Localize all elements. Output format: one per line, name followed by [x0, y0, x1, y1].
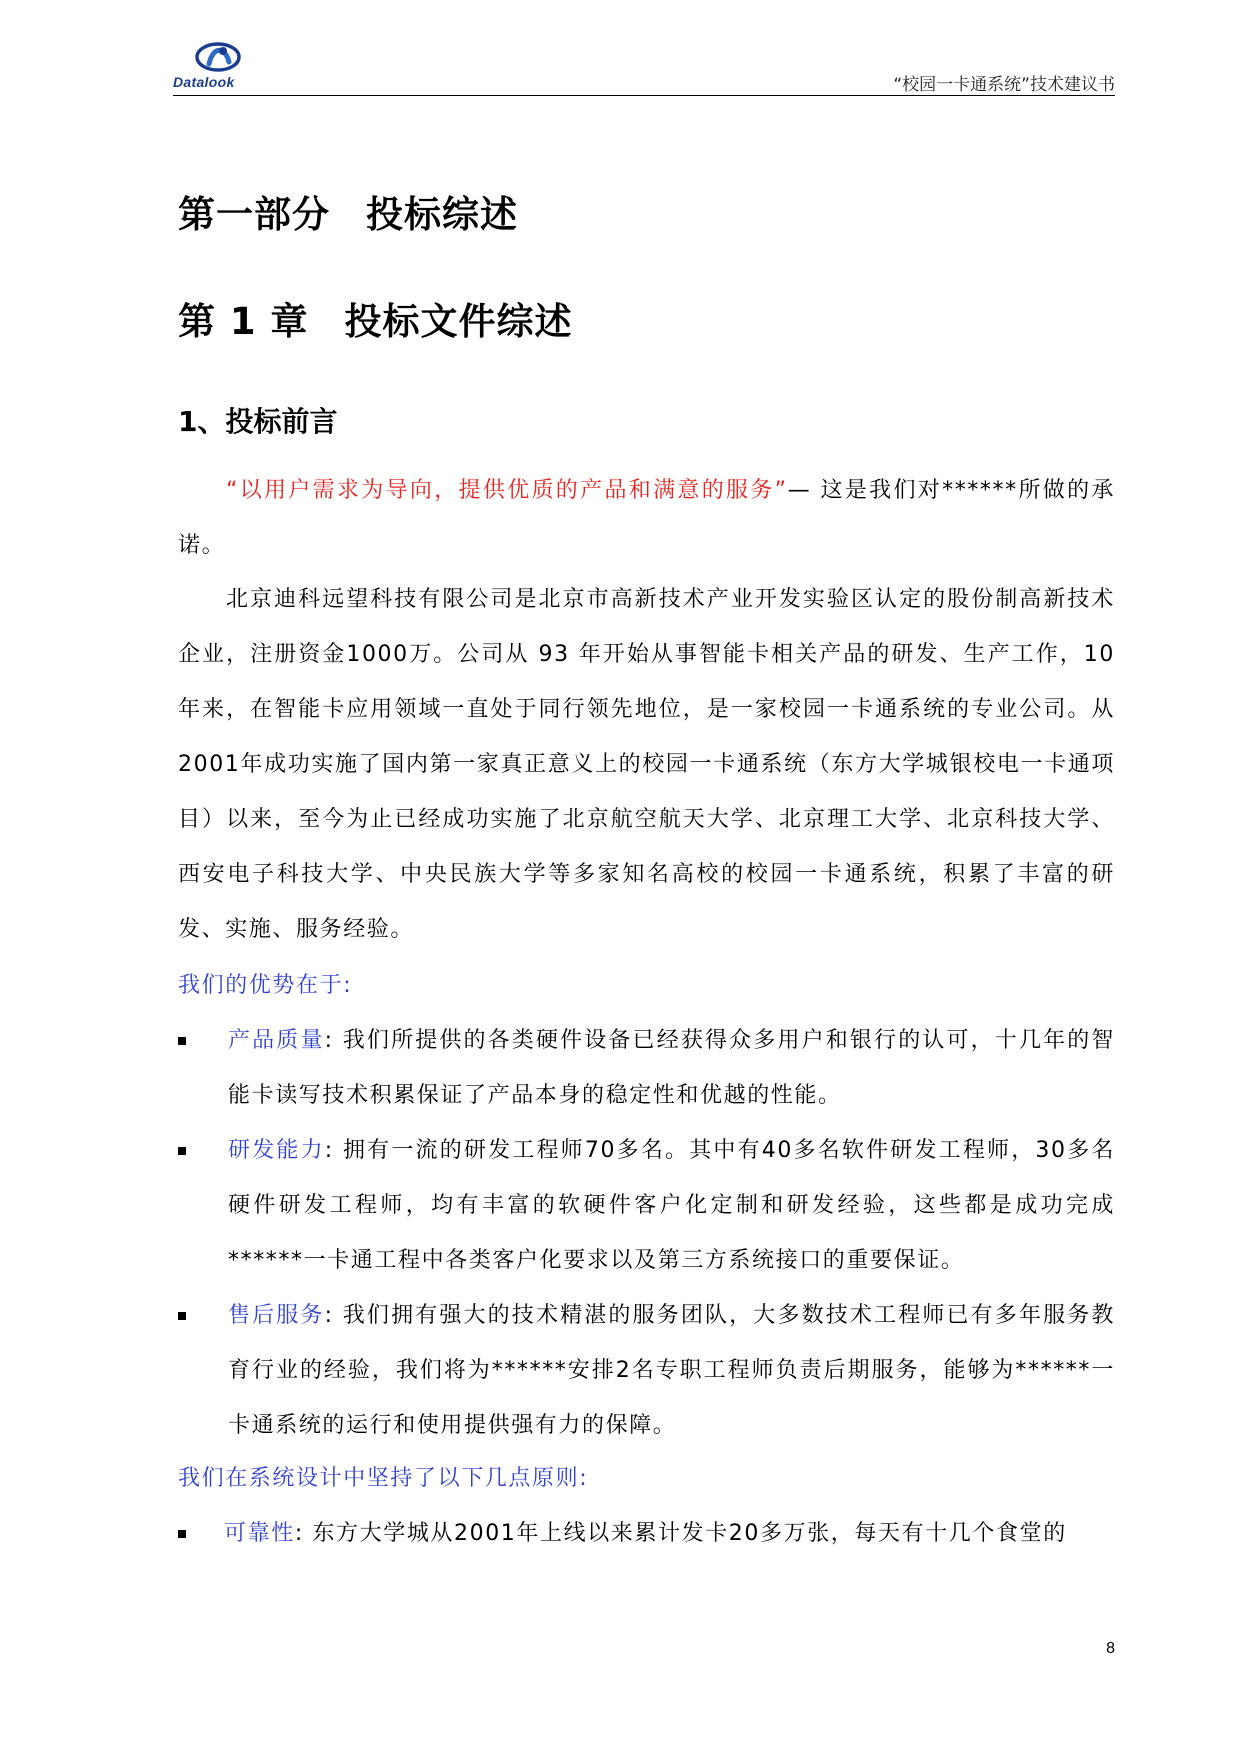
chapter-heading: [178, 291, 573, 345]
intro-quote: “以用户需求为导向，提供优质的产品和满意的服务”: [226, 478, 788, 503]
list-item-body: : 我们所提供的各类硬件设备已经获得众多用户和银行的认可，十几年的智能卡读写技术积累保证了产品本身的稳定性和优越的性能。: [228, 1028, 1116, 1108]
list-item-body: : 东方大学城从2001年上线以来累计发卡20多万张，每天有十几个食堂的: [294, 1521, 1067, 1546]
advantages-heading: 我们的优势在于:: [178, 973, 353, 998]
list-item-label: 研发能力: [228, 1138, 325, 1163]
intro-paragraph: [178, 463, 1115, 573]
datalook-logo-icon: [195, 42, 241, 72]
chapter-label: 第 1 章: [178, 300, 309, 343]
list-item-text: [228, 1123, 1115, 1288]
list-item-label: 可靠性: [224, 1521, 295, 1546]
bullet-icon: [178, 1147, 186, 1155]
logo-text: Datalook: [173, 74, 235, 90]
header-divider: [173, 95, 1115, 96]
company-logo: [173, 40, 263, 92]
list-item-label: 售后服务: [228, 1303, 325, 1328]
bullet-icon: [178, 1530, 186, 1538]
company-paragraph: 北京迪科远望科技有限公司是北京市高新技术产业开发实验区认定的股份制高新技术企业，注册资金1000万。公司从 93 年开始从事智能卡相关产品的研发、生产工作，10年来，在智能卡应用领域一直处于同行领先地位，是一家校园一卡通系统的专业公司。从2001年成功实施了国内第一家真正意义上的校园一卡通系统（东方大学城银校电一卡通项目）以来，至今为止已经成功实施了北京航空航天大学、北京理工大学、北京科技大学、西安电子科技大学、中央民族大学等多家知名高校的校园一卡通系统，积累了丰富的研发、实施、服务经验。: [178, 587, 1115, 942]
list-item-body: : 我们拥有强大的技术精湛的服务团队，大多数技术工程师已有多年服务教育行业的经验，我们将为******安排2名专职工程师负责后期服务，能够为******一卡通系统的运行和使用提供强有力的保障。: [228, 1303, 1116, 1438]
list-item-text: [228, 1288, 1115, 1453]
document-title: “校园一卡通系统”技术建议书: [893, 75, 1115, 95]
chapter-name: 投标文件综述: [344, 300, 573, 343]
page-header: [173, 40, 1115, 98]
intro-rest: — 这是我们对******所做的承诺。: [178, 478, 1115, 558]
part-label: 第一部分: [178, 193, 330, 236]
list-item-label: 产品质量: [228, 1028, 325, 1053]
bullet-icon: [178, 1037, 186, 1045]
list-item-text: [224, 1506, 1111, 1561]
principles-heading: 我们在系统设计中坚持了以下几点原则:: [178, 1466, 589, 1491]
list-item-body: : 拥有一流的研发工程师70多名。其中有40多名软件研发工程师，30多名硬件研发工程师，均有丰富的软硬件客户化定制和研发经验，这些都是成功完成******一卡通工程中各类客户化要求以及第三方系统接口的重要保证。: [228, 1138, 1115, 1273]
part-name: 投标综述: [366, 193, 518, 236]
page-number: 8: [1106, 1640, 1115, 1657]
section-heading: 1、投标前言: [178, 405, 338, 438]
bullet-icon: [178, 1312, 186, 1320]
part-heading: [178, 184, 518, 238]
list-item-text: [228, 1013, 1115, 1123]
